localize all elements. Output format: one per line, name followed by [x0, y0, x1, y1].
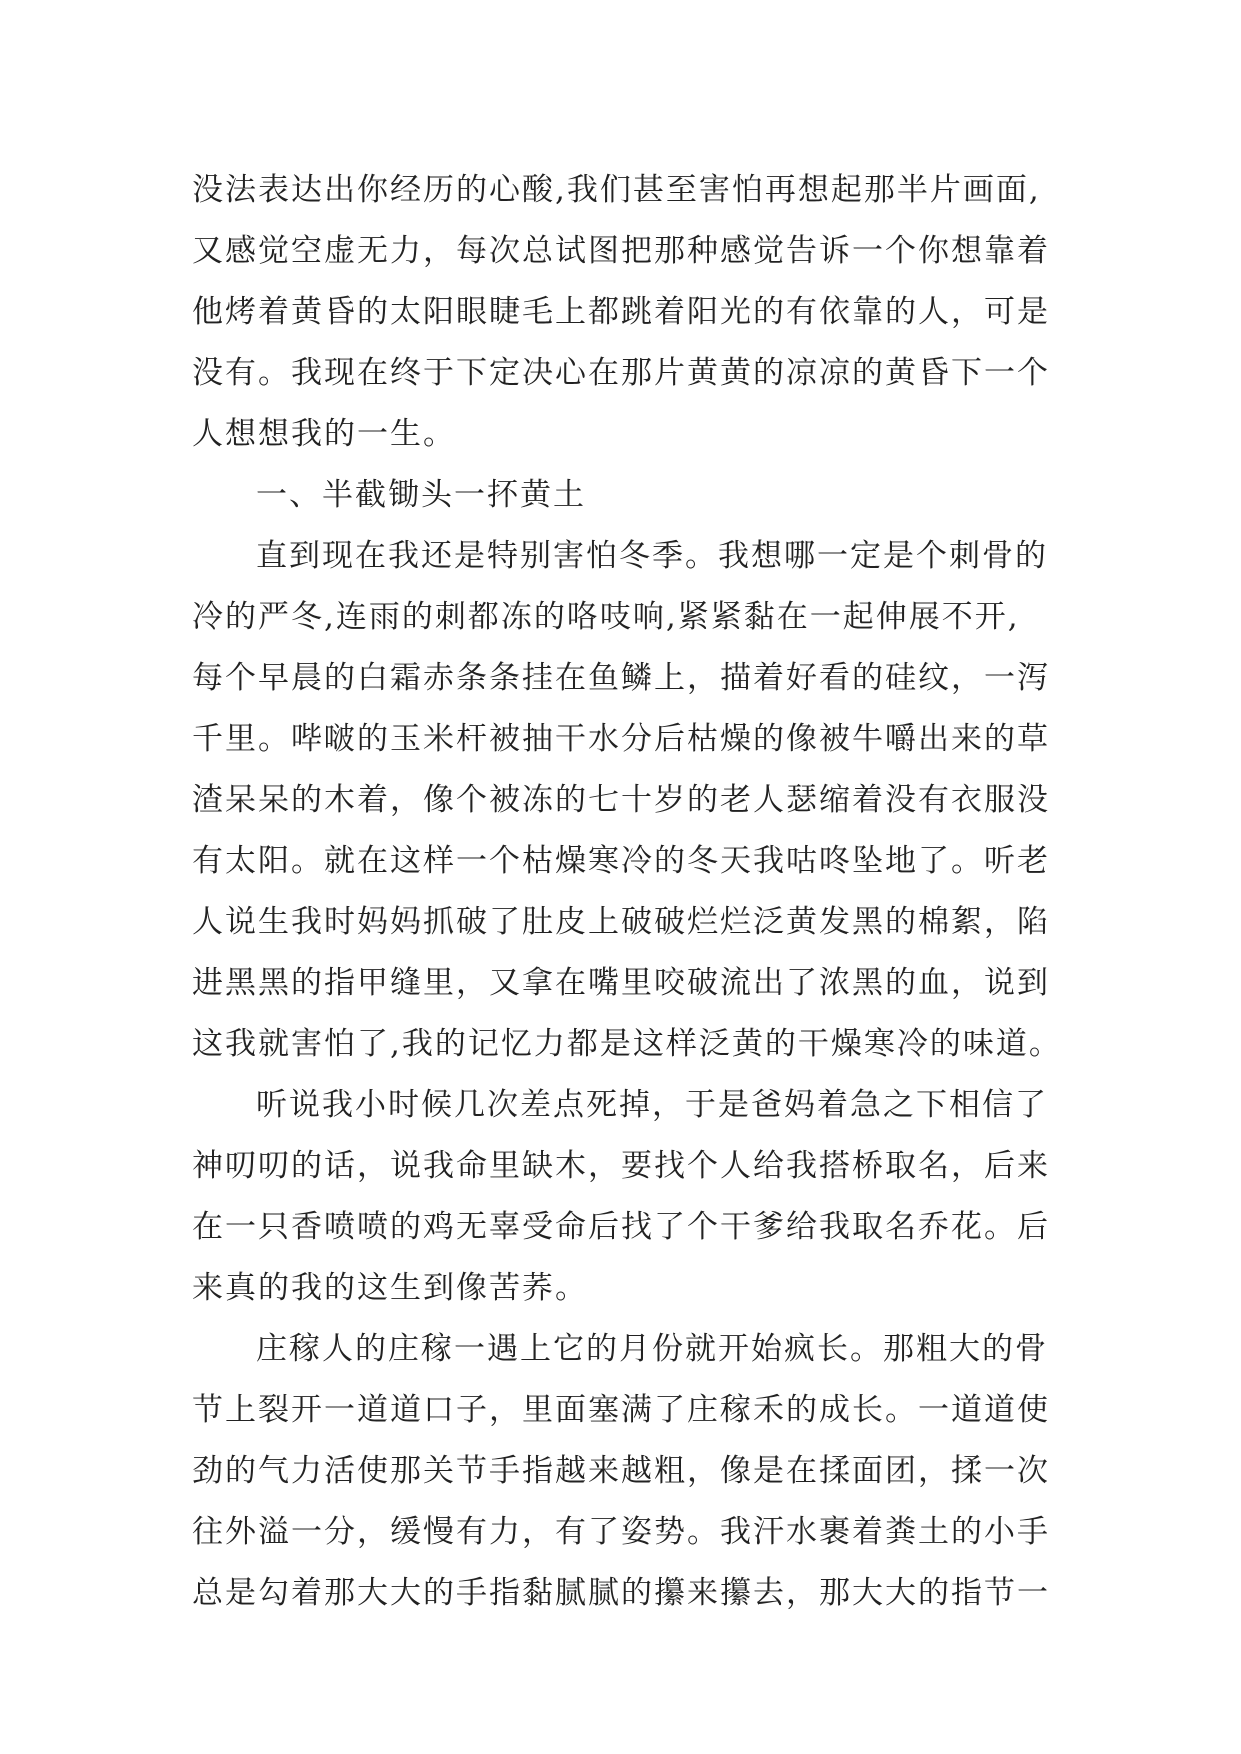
- text-line: 总是勾着那大大的手指黏腻腻的攥来攥去，那大大的指节一: [192, 1575, 1050, 1611]
- text-line: 又感觉空虚无力，每次总试图把那种感觉告诉一个你想靠着: [192, 233, 1050, 269]
- text-line: 节上裂开一道道口子，里面塞满了庄稼禾的成长。一道道使: [192, 1392, 1050, 1428]
- text-line: 他烤着黄昏的太阳眼睫毛上都跳着阳光的有依靠的人，可是: [192, 294, 1050, 330]
- text-line: 来真的我的这生到像苦荞。: [192, 1270, 588, 1306]
- text-line: 劲的气力活使那关节手指越来越粗，像是在揉面团，揉一次: [192, 1453, 1050, 1489]
- text-line: 每个早晨的白霜赤条条挂在鱼鳞上，描着好看的硅纹，一泻: [192, 660, 1050, 696]
- text-line: 渣呆呆的木着，像个被冻的七十岁的老人瑟缩着没有衣服没: [192, 782, 1050, 818]
- text-line: 千里。哔啵的玉米杆被抽干水分后枯燥的像被牛嚼出来的草: [192, 721, 1050, 757]
- section-heading: 一、半截锄头一抔黄土: [256, 477, 586, 513]
- text-line: 人想想我的一生。: [192, 416, 456, 452]
- text-line: 没法表达出你经历的心酸,我们甚至害怕再想起那半片画面,: [192, 172, 1041, 208]
- text-line: 这我就害怕了,我的记忆力都是这样泛黄的干燥寒冷的味道。: [192, 1026, 1062, 1062]
- text-line: 神叨叨的话，说我命里缺木，要找个人给我搭桥取名，后来: [192, 1148, 1050, 1184]
- text-line: 有太阳。就在这样一个枯燥寒冷的冬天我咕咚坠地了。听老: [192, 843, 1050, 879]
- text-line: 庄稼人的庄稼一遇上它的月份就开始疯长。那粗大的骨: [256, 1331, 1048, 1367]
- text-line: 人说生我时妈妈抓破了肚皮上破破烂烂泛黄发黑的棉絮，陷: [192, 904, 1050, 940]
- text-line: 进黑黑的指甲缝里，又拿在嘴里咬破流出了浓黑的血，说到: [192, 965, 1050, 1001]
- text-line: 直到现在我还是特别害怕冬季。我想哪一定是个刺骨的: [256, 538, 1048, 574]
- text-line: 冷的严冬,连雨的刺都冻的咯吱响,紧紧黏在一起伸展不开,: [192, 599, 1020, 635]
- text-line: 没有。我现在终于下定决心在那片黄黄的凉凉的黄昏下一个: [192, 355, 1050, 391]
- text-line: 往外溢一分，缓慢有力，有了姿势。我汗水裹着粪土的小手: [192, 1514, 1050, 1550]
- body-text: [192, 160, 1092, 1624]
- text-line: 听说我小时候几次差点死掉，于是爸妈着急之下相信了: [256, 1087, 1048, 1123]
- text-line: 在一只香喷喷的鸡无辜受命后找了个干爹给我取名乔花。后: [192, 1209, 1050, 1245]
